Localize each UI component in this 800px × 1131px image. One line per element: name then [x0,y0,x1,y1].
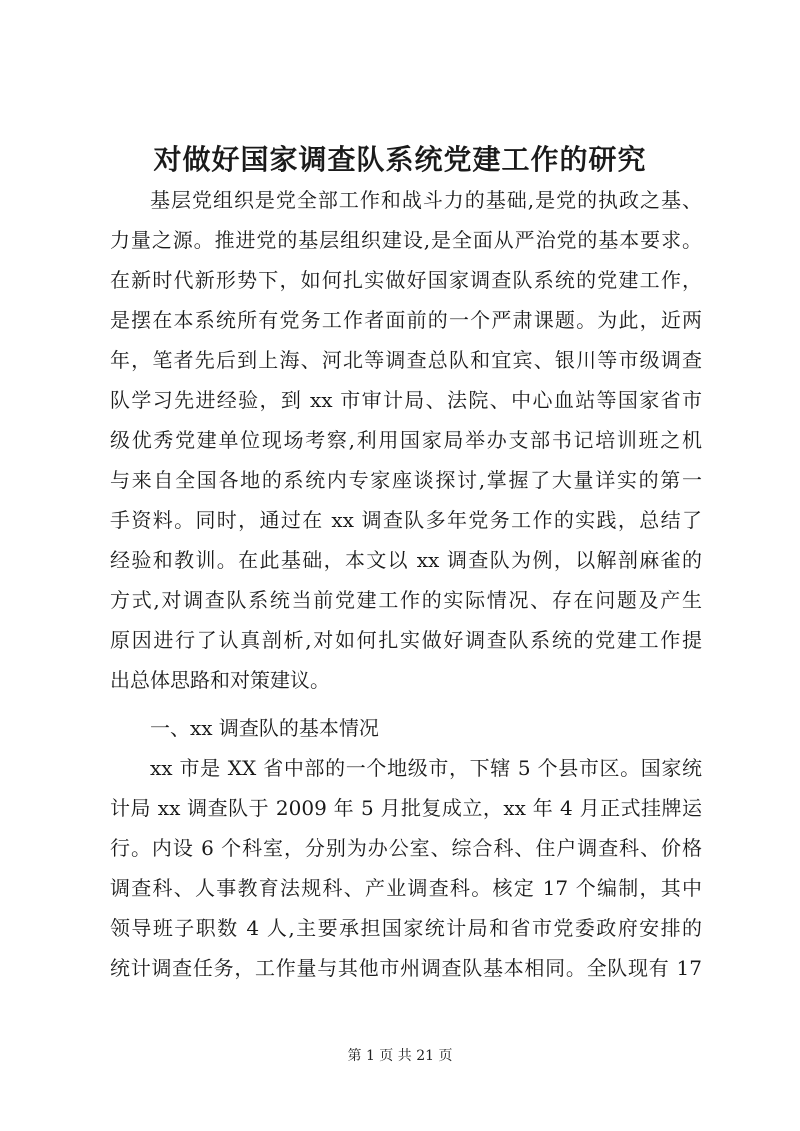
paragraph-line: 与来自全国各地的系统内专家座谈探讨,掌握了大量详实的第一 [110,468,702,492]
paragraph-line: 原因进行了认真剖析,对如何扎实做好调查队系统的党建工作提 [110,628,702,652]
paragraph-line: 手资料。同时，通过在 xx 调查队多年党务工作的实践，总结了 [110,508,702,532]
paragraph-line: 是摆在本系统所有党务工作者面前的一个严肃课题。为此，近两 [110,308,702,332]
paragraph-line: 行。内设 6 个科室，分别为办公室、综合科、住户调查科、价格 [110,836,702,860]
paragraph-line: 方式,对调查队系统当前党建工作的实际情况、存在问题及产生 [110,588,702,612]
paragraph-line: 年，笔者先后到上海、河北等调查总队和宜宾、银川等市级调查 [110,348,702,372]
paragraph-basic-info [110,748,702,988]
paragraph-line: 级优秀党建单位现场考察,利用国家局举办支部书记培训班之机 [110,428,702,452]
section-heading: 一、xx 调查队的基本情况 [150,716,379,740]
paragraph-line: 队学习先进经验，到 xx 市审计局、法院、中心血站等国家省市 [110,388,702,412]
paragraph-line: 力量之源。推进党的基层组织建设,是全面从严治党的基本要求。 [110,228,702,252]
document-body [110,180,702,988]
paragraph-line: 计局 xx 调查队于 2009 年 5 月批复成立，xx 年 4 月正式挂牌运 [110,796,702,820]
paragraph-line: 领导班子职数 4 人,主要承担国家统计局和省市党委政府安排的 [110,916,702,940]
paragraph-line: 出总体思路和对策建议。 [110,668,330,692]
paragraph-line: 调查科、人事教育法规科、产业调查科。核定 17 个编制，其中 [110,876,702,900]
page-number-footer: 第 1 页 共 21 页 [347,1048,453,1064]
paragraph-intro [110,180,702,700]
paragraph-line: 统计调查任务，工作量与其他市州调查队基本相同。全队现有 17 [110,956,702,980]
document-title: 对做好国家调查队系统党建工作的研究 [153,143,647,176]
paragraph-line: 经验和教训。在此基础，本文以 xx 调查队为例，以解剖麻雀的 [110,548,702,572]
paragraph-line: xx 市是 XX 省中部的一个地级市，下辖 5 个县市区。国家统 [150,756,702,780]
paragraph-line: 基层党组织是党全部工作和战斗力的基础,是党的执政之基、 [150,188,702,212]
paragraph-line: 在新时代新形势下，如何扎实做好国家调查队系统的党建工作， [110,268,702,292]
